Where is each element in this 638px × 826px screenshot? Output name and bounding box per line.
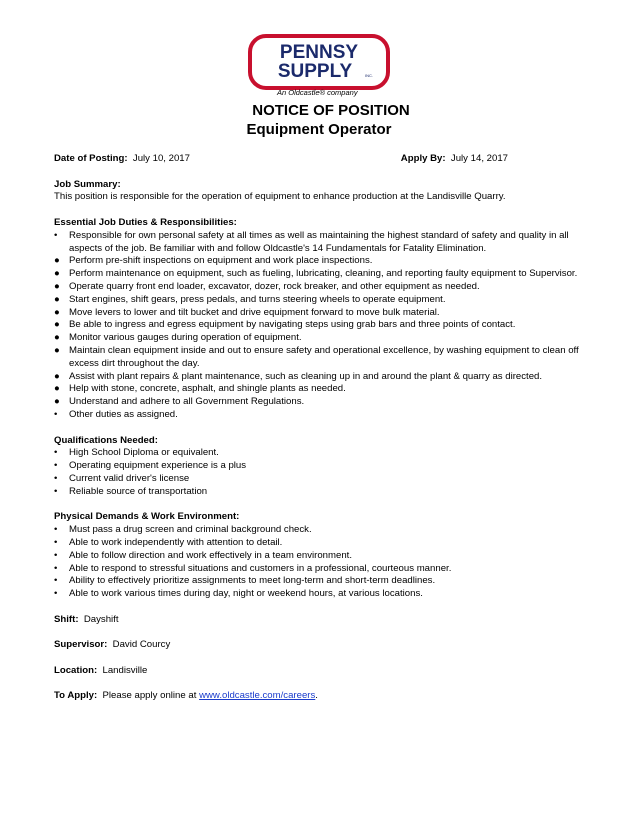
shift-label: Shift: [54, 613, 79, 625]
list-item: ● Be able to ingress and egress equipment by navigating steps using grab bars and three points of contact. [54, 319, 516, 331]
posting-dates [54, 153, 594, 166]
apply-label: To Apply: [54, 690, 98, 702]
list-item: ● Operate quarry front end loader, excavator, dozer, rock breaker, and other equipment as needed. [54, 280, 480, 292]
qualifications-heading: Qualifications Needed: [54, 434, 158, 446]
location-value: Landisville [102, 664, 148, 676]
list-item: ● Help with stone, concrete, asphalt, and shingle plants as needed. [54, 383, 346, 395]
pennsy-supply-logo [248, 34, 390, 96]
list-item: • Able to follow direction and work effectively in a team environment. [54, 549, 352, 561]
list-item: • Operating equipment experience is a plus [54, 460, 247, 472]
apply-by-label: Apply By: [400, 153, 446, 164]
qualifications-list [54, 447, 594, 498]
logo-text-pennsy: PENNSY [279, 42, 359, 63]
summary-heading: Job Summary: [54, 178, 121, 190]
job-title: Equipment Operator [246, 121, 392, 138]
list-item: ● Start engines, shift gears, press pedals, and turns steering wheels to operate equipment. [54, 293, 446, 305]
list-item: ● Maintain clean equipment inside and out to ensure safety and operational excellence, by washing equipment to clean off excess dirt throughout the day. [54, 344, 579, 369]
list-item: ● Assist with plant repairs & plant maintenance, such as cleaning up in and around the plant & quarry as directed. [54, 370, 543, 382]
supervisor-line [54, 639, 594, 652]
duties-heading: Essential Job Duties & Responsibilities: [54, 216, 237, 228]
apply-by-value: July 14, 2017 [450, 153, 508, 164]
shift-value: Dayshift [83, 613, 119, 625]
list-item: • Current valid driver's license [54, 472, 190, 484]
list-item: • High School Diploma or equivalent. [54, 447, 219, 459]
list-item: • Reliable source of transportation [54, 485, 208, 497]
list-item: ● Understand and adhere to all Government Regulations. [54, 396, 305, 408]
physical-list [54, 524, 594, 601]
notice-heading: NOTICE OF POSITION [252, 102, 410, 119]
list-item: • Other duties as assigned. [54, 408, 178, 420]
logo-tagline: An Oldcastle® company [277, 88, 358, 97]
posting-date [54, 153, 190, 166]
careers-link[interactable]: www.oldcastle.com/careers [199, 690, 316, 702]
list-item: • Ability to effectively prioritize assignments to meet long-term and short-term deadlines. [54, 575, 436, 587]
supervisor-value: David Courcy [112, 639, 171, 651]
shift-line [54, 614, 594, 627]
list-item: ● Move levers to lower and tilt bucket and drive equipment forward to move bulk material. [54, 306, 440, 318]
logo-text-supply: SUPPLY [277, 61, 353, 82]
list-item: ● Perform maintenance on equipment, such as fueling, lubricating, cleaning, and reporting faulty equipment to Supervisor. [54, 268, 578, 280]
posting-date-value: July 10, 2017 [132, 153, 190, 164]
list-item: ● Monitor various gauges during operation of equipment. [54, 332, 302, 344]
posting-date-label: Date of Posting: [54, 153, 128, 164]
list-item: • Able to work independently with attention to detail. [54, 536, 283, 548]
list-item: • Able to work various times during day, night or weekend hours, at various locations. [54, 588, 423, 600]
summary-text: This position is responsible for the operation of equipment to enhance production at the Landisville Quarry. [54, 191, 506, 203]
list-item: ● Perform pre-shift inspections on equipment and work place inspections. [54, 255, 373, 267]
document-body [54, 153, 594, 703]
apply-by [401, 153, 508, 166]
duties-list [54, 230, 594, 422]
physical-heading: Physical Demands & Work Environment: [54, 511, 240, 523]
list-item: • Responsible for own personal safety at all times as well as maintaining the highest standard of safety and quality in all aspects of the job. Be familiar with and follow Oldcastle's 14 Fundamentals for Fatality Elimination. [54, 229, 569, 254]
list-item: • Able to respond to stressful situations and customers in a professional, courteous manner. [54, 562, 452, 574]
apply-text: Please apply online at [102, 690, 197, 702]
supervisor-label: Supervisor: [54, 639, 108, 651]
apply-line: To Apply: Please apply online at www.oldcastle.com/careers. [54, 690, 318, 702]
list-item: • Must pass a drug screen and criminal background check. [54, 524, 312, 536]
logo-text-inc: INC. [365, 73, 373, 78]
location-line [54, 665, 594, 678]
location-label: Location: [54, 664, 98, 676]
